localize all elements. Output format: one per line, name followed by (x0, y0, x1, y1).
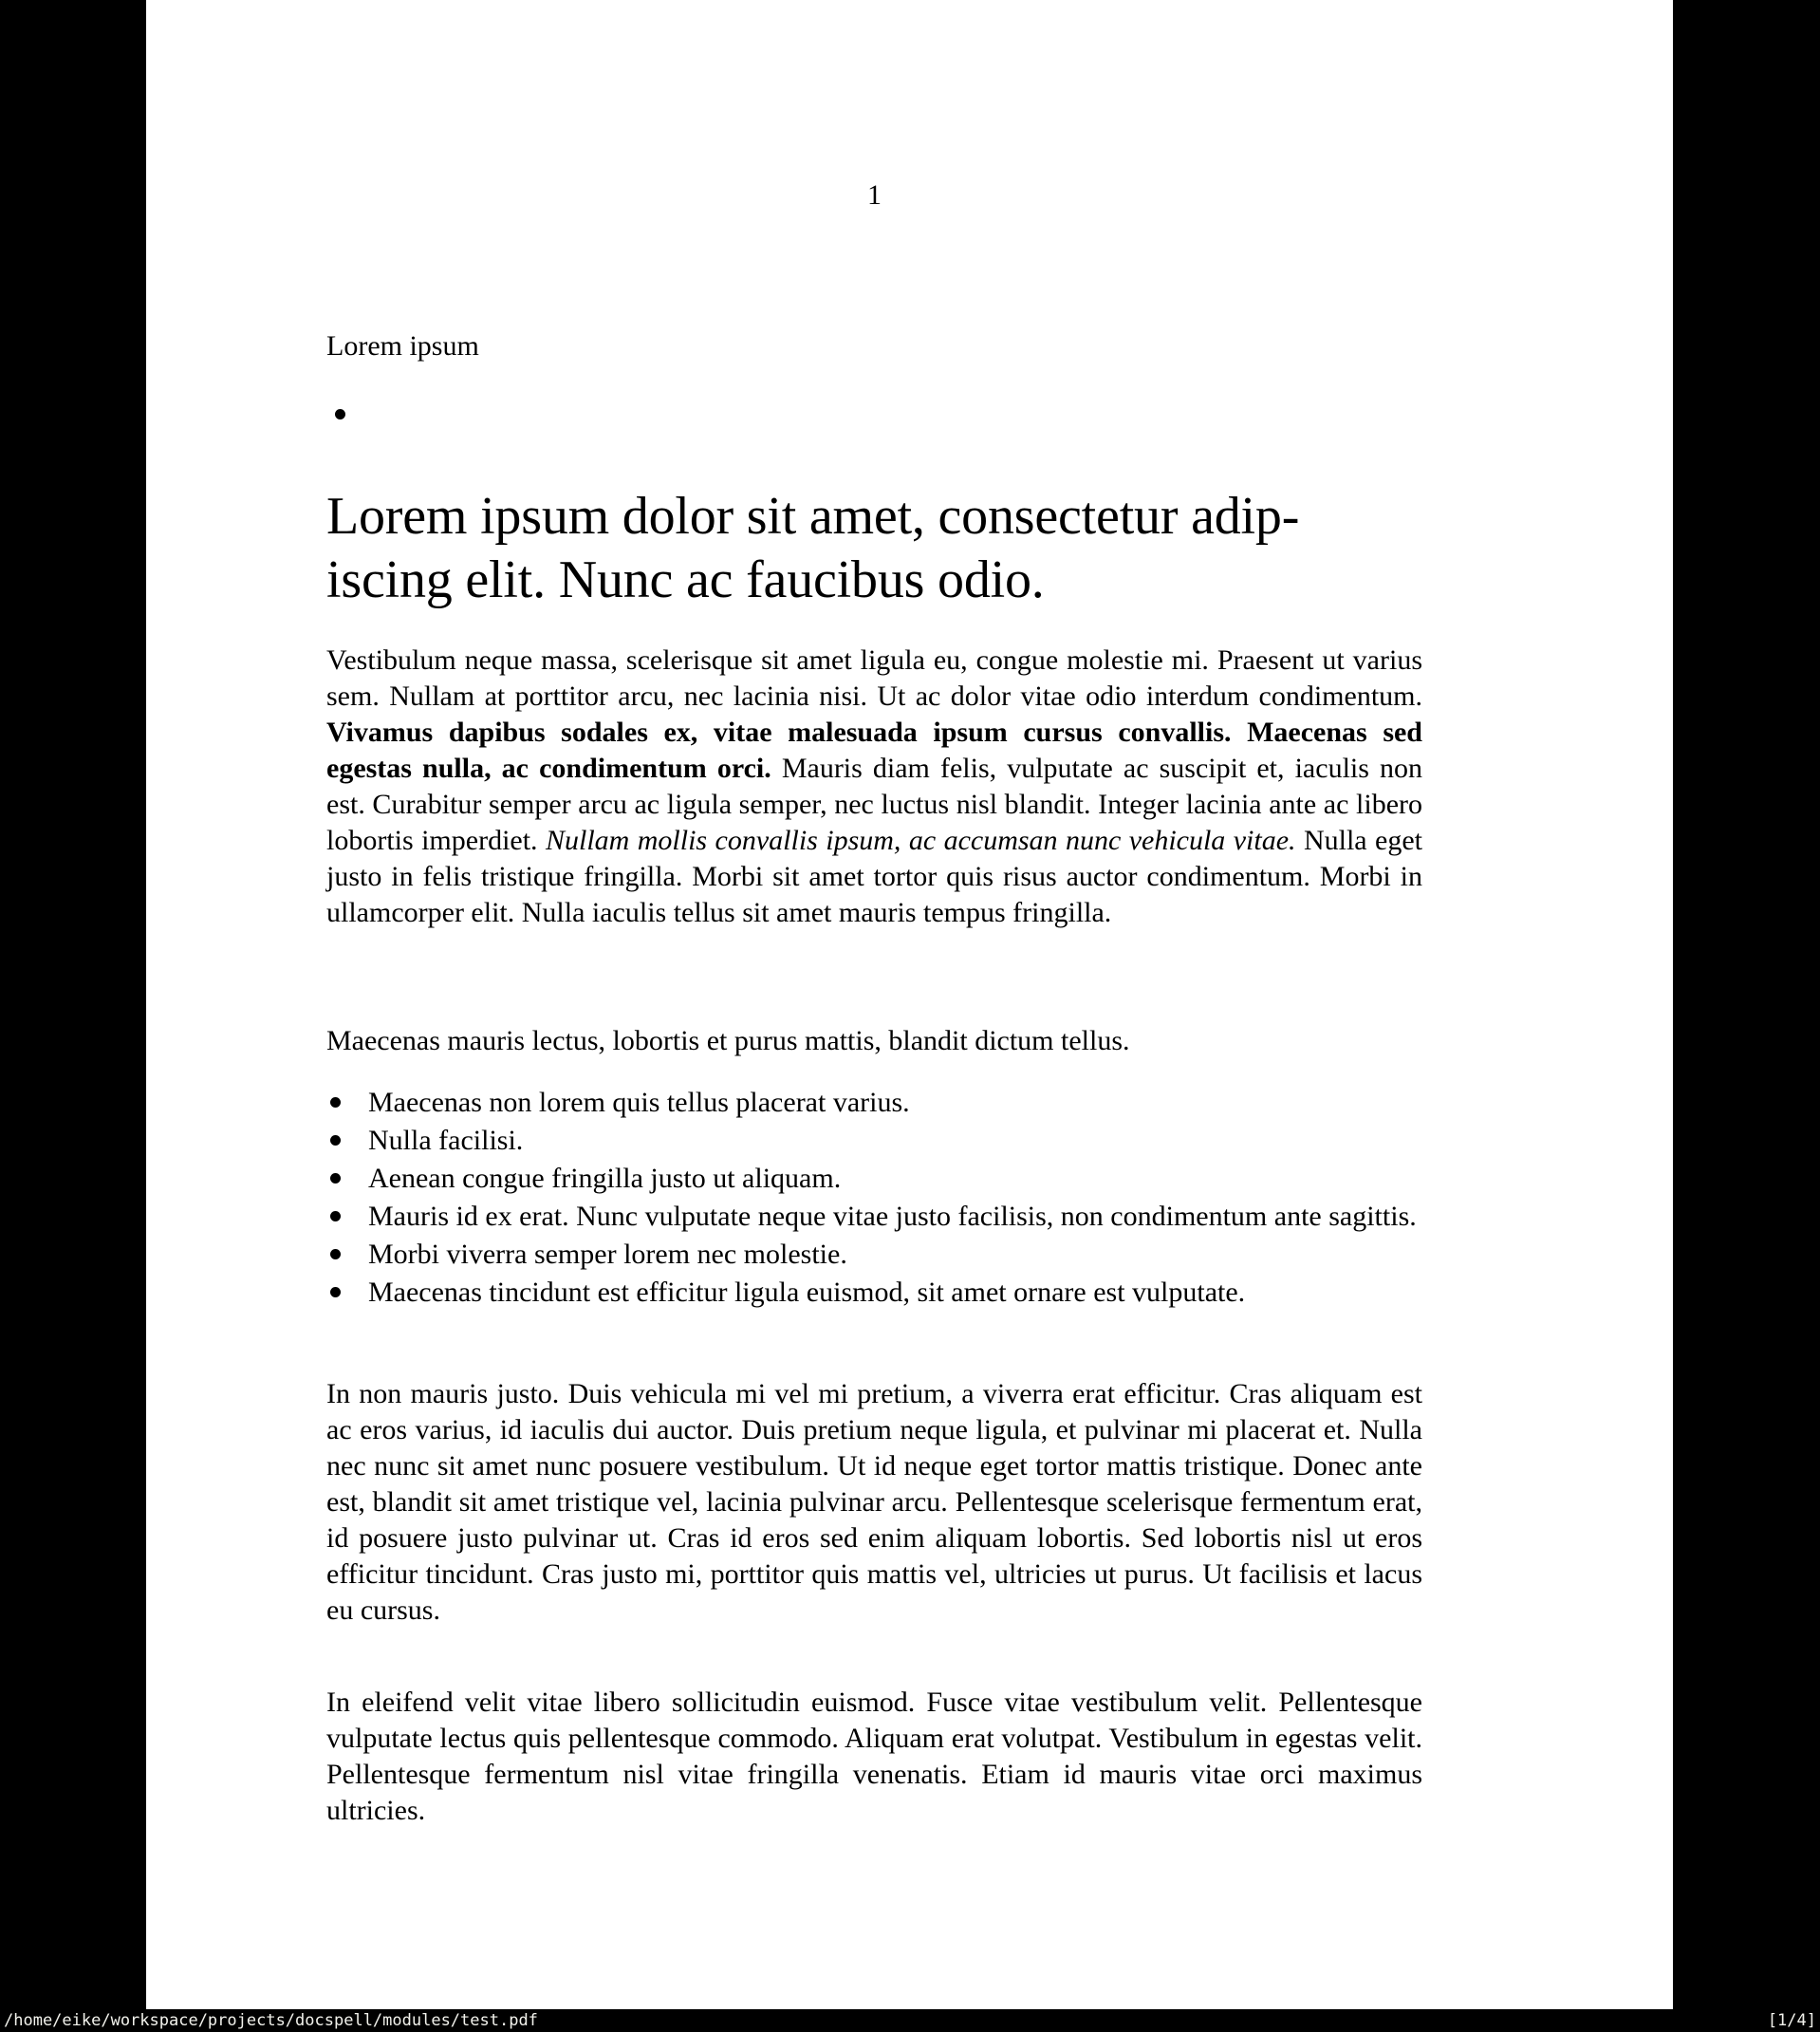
list-item-text: Morbi viverra semper lorem nec molestie. (368, 1239, 847, 1270)
list-item (326, 1199, 1422, 1235)
bullet-icon (330, 1097, 341, 1108)
list-item (326, 1161, 1422, 1197)
section-heading-line-1: Lorem ipsum dolor sit amet, consectetur adip- (326, 487, 1300, 546)
bullet-icon (330, 1249, 341, 1259)
list-item (326, 1085, 1422, 1121)
paragraph-4: In eleifend velit vitae libero sollicitudin euismod. Fusce vitae vestibulum velit. Pellentesque vulputate lectus quis pellentesque commodo. Aliquam erat volutpat. Vestibulum in egestas velit. Pellentesque fermentum nisl vitae fringilla venenatis. Etiam id mauris vitae orci maximus ultricies. (326, 1687, 1422, 1826)
statusbar-page-indicator: [1/4] (1767, 2011, 1816, 2030)
list-item (326, 1123, 1422, 1159)
statusbar (0, 2009, 1820, 2032)
section-heading (326, 485, 1422, 612)
paragraph-segment-normal: Mauris diam felis, vulputate ac suscipit et, iaculis non est. Curabitur semper arcu ac ligula semper, nec luctus nisl blandit. Integer lacinia ante ac libero lobortis imperdiet. (326, 753, 1422, 856)
paragraph-segment-normal: Nulla eget justo in felis tristique fringilla. Morbi sit amet tortor quis risus auctor condimentum. Morbi in ullamcorper elit. Nulla iaculis tellus sit amet mauris tempus fringilla. (326, 825, 1423, 928)
list-item-text: Maecenas non lorem quis tellus placerat varius. (368, 1087, 910, 1118)
list-item-text: Mauris id ex erat. Nunc vulputate neque vitae justo facilisis, non condimentum ante sagittis. (368, 1201, 1417, 1232)
statusbar-file-path: /home/eike/workspace/projects/docspell/modules/test.pdf (4, 2011, 538, 2030)
bullet-icon (330, 1173, 341, 1184)
document-page[interactable] (146, 0, 1673, 2009)
bullet-icon (335, 409, 345, 419)
bullet-icon (330, 1287, 341, 1297)
section-heading-line-2: iscing elit. Nunc ac faucibus odio. (326, 550, 1045, 609)
paragraph-3: In non mauris justo. Duis vehicula mi vel mi pretium, a viverra erat efficitur. Cras aliquam est ac eros varius, id iaculis dui auctor. Duis pretium neque ligula, et pulvinar mi placerat et. Nulla nec nunc sit amet nunc posuere vestibulum. Ut id neque eget tortor mattis tristique. Donec ante est, blandit sit amet tristique vel, lacinia pulvinar arcu. Pellentesque scelerisque fermentum erat, id posuere justo pulvinar ut. Cras id eros sed enim aliquam lobortis. Sed lobortis nisl ut eros efficitur tincidunt. Cras justo mi, porttitor quis mattis vel, ultricies ut purus. Ut facilisis et lacus eu cursus. (326, 1378, 1422, 1626)
bullet-icon (330, 1211, 341, 1221)
bullet-list (326, 1085, 1422, 1313)
page-number: 1 (867, 179, 882, 211)
paragraph-1 (326, 643, 1422, 931)
list-item-text: Maecenas tincidunt est efficitur ligula euismod, sit amet ornare est vulputate. (368, 1277, 1246, 1308)
list-item-text: Aenean congue fringilla justo ut aliquam. (368, 1163, 842, 1194)
list-item (326, 1275, 1422, 1311)
paragraph-segment-italic: Nullam mollis convallis ipsum, ac accumsan nunc vehicula vitae. (545, 825, 1296, 856)
bullet-icon (330, 1135, 341, 1146)
paragraph-segment-bold: Vivamus dapibus sodales ex, vitae malesuada ipsum cursus convallis. Maecenas sed egestas nulla, ac condimentum orci. (326, 717, 1422, 784)
list-item (326, 1237, 1422, 1273)
list-item-text: Nulla facilisi. (368, 1125, 524, 1156)
paragraph-segment-normal: Vestibulum neque massa, scelerisque sit amet ligula eu, congue molestie mi. Praesent ut varius sem. Nullam at porttitor arcu, nec lacinia nisi. Ut ac dolor vitae odio interdum condimentum. (326, 644, 1422, 712)
paragraph-2: Maecenas mauris lectus, lobortis et purus mattis, blandit dictum tellus. (326, 1025, 1130, 1056)
intro-text: Lorem ipsum (326, 330, 479, 362)
